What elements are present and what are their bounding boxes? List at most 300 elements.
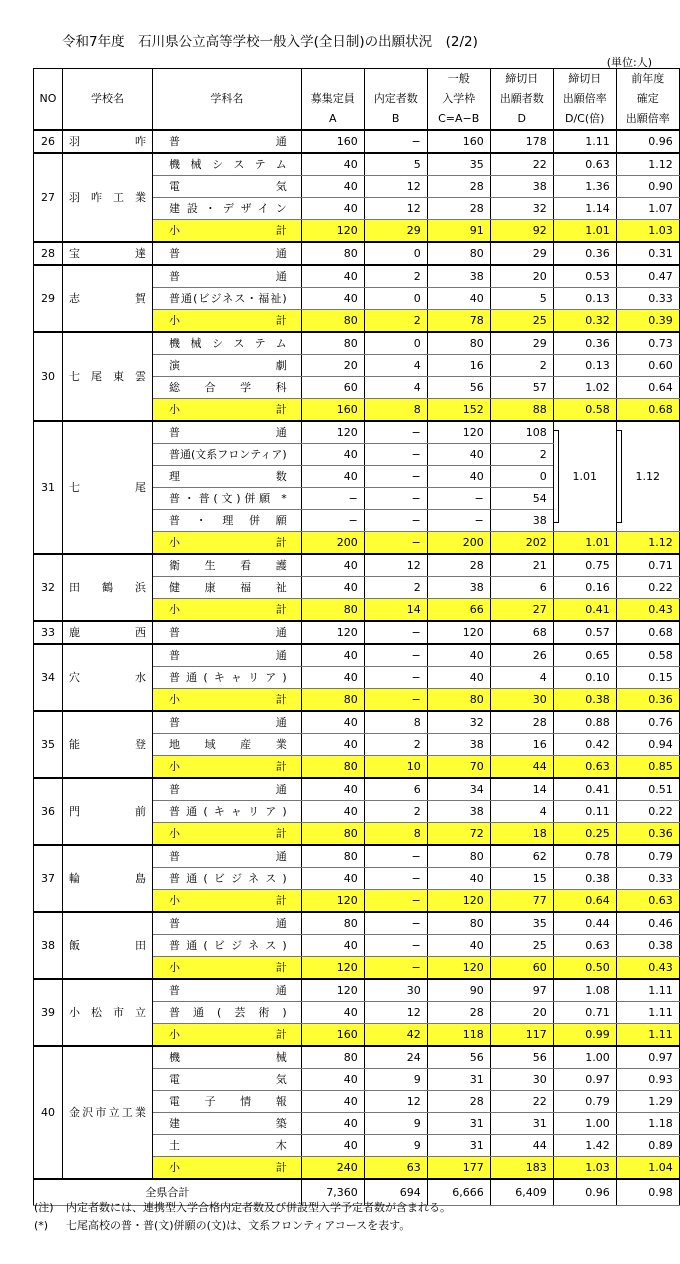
- school-group: [34, 912, 680, 979]
- ratio: 1.36: [553, 176, 616, 198]
- header-dept: 学科名: [153, 69, 302, 131]
- table-row: [34, 644, 680, 667]
- ratio: 0.64: [553, 890, 616, 913]
- dept-name: 普通(文系フロンティア): [153, 444, 302, 466]
- school-group: [34, 1046, 680, 1179]
- header-admitted-label: 内定者数: [364, 89, 427, 109]
- applicants-d: 0: [490, 466, 553, 488]
- admitted-b: 2: [364, 577, 427, 599]
- admitted-b: −: [364, 444, 427, 466]
- dept-name: 小 計: [153, 689, 302, 712]
- ratio: 0.63: [553, 153, 616, 176]
- dept-name: 普 通: [153, 711, 302, 734]
- quota-a: 80: [301, 689, 364, 712]
- admitted-b: 4: [364, 355, 427, 377]
- admitted-b: 12: [364, 198, 427, 220]
- prev-ratio: 0.76: [616, 711, 679, 734]
- general-c: 31: [427, 1135, 490, 1157]
- school-no: 30: [34, 332, 63, 421]
- general-c: 80: [427, 242, 490, 265]
- school-no: 28: [34, 242, 63, 265]
- table-row: [34, 554, 680, 577]
- dept-name: 電 気: [153, 176, 302, 198]
- quota-a: 40: [301, 1091, 364, 1113]
- prev-ratio: 0.68: [616, 399, 679, 422]
- quota-a: 40: [301, 265, 364, 288]
- admitted-b: 0: [364, 332, 427, 355]
- dept-name: 小 計: [153, 220, 302, 243]
- applicants-d: 4: [490, 667, 553, 689]
- prev-ratio: 0.96: [616, 130, 679, 153]
- general-c: 31: [427, 1069, 490, 1091]
- applicants-d: 108: [490, 421, 553, 444]
- dept-name: 普通(キャリア): [153, 667, 302, 689]
- school-name: 宝 達: [63, 242, 153, 265]
- dept-name: 総合学科: [153, 377, 302, 399]
- prev-ratio: 0.60: [616, 355, 679, 377]
- dept-name: 理 数: [153, 466, 302, 488]
- admitted-b: 24: [364, 1046, 427, 1069]
- general-c: 177: [427, 1157, 490, 1180]
- table-row: [34, 621, 680, 644]
- school-name: 飯 田: [63, 912, 153, 979]
- school-no: 29: [34, 265, 63, 332]
- table-row: [34, 711, 680, 734]
- admitted-b: 10: [364, 756, 427, 779]
- admitted-b: −: [364, 868, 427, 890]
- admitted-b: −: [364, 421, 427, 444]
- applicants-d: 38: [490, 510, 553, 532]
- applicants-d: 20: [490, 1002, 553, 1024]
- school-no: 40: [34, 1046, 63, 1179]
- general-c: 80: [427, 845, 490, 868]
- ratio: 0.97: [553, 1069, 616, 1091]
- dept-name: 普 通: [153, 778, 302, 801]
- school-group: [34, 332, 680, 421]
- applicants-d: 30: [490, 1069, 553, 1091]
- ratio: 0.78: [553, 845, 616, 868]
- ratio: 1.14: [553, 198, 616, 220]
- school-name: 七 尾 東 雲: [63, 332, 153, 421]
- quota-a: 200: [301, 532, 364, 555]
- header-ratio-label: 出願倍率: [553, 89, 616, 109]
- prev-ratio-merged: [616, 421, 679, 532]
- ratio: 0.58: [553, 399, 616, 422]
- admitted-b: 29: [364, 220, 427, 243]
- quota-a: 40: [301, 868, 364, 890]
- dept-name: 建設・デザイン: [153, 198, 302, 220]
- total-c: 6,666: [427, 1179, 490, 1206]
- header-quota-label: 募集定員: [301, 89, 364, 109]
- ratio: 0.53: [553, 265, 616, 288]
- school-no: 34: [34, 644, 63, 711]
- general-c: 38: [427, 577, 490, 599]
- prev-ratio: 0.68: [616, 621, 679, 644]
- school-no: 37: [34, 845, 63, 912]
- prev-ratio: 0.97: [616, 1046, 679, 1069]
- prev-ratio: 0.36: [616, 823, 679, 846]
- quota-a: 80: [301, 332, 364, 355]
- general-c: 40: [427, 868, 490, 890]
- prev-ratio: 0.22: [616, 801, 679, 823]
- prev-ratio: 0.43: [616, 957, 679, 980]
- school-name: 田 鶴 浜: [63, 554, 153, 621]
- admitted-b: 2: [364, 734, 427, 756]
- ratio: 1.08: [553, 979, 616, 1002]
- table-row: [34, 912, 680, 935]
- header-prev-code: 出願倍率: [616, 109, 679, 130]
- prev-ratio: 1.07: [616, 198, 679, 220]
- quota-a: 160: [301, 1024, 364, 1047]
- merged-value: 1.01: [572, 469, 597, 483]
- admitted-b: 12: [364, 176, 427, 198]
- applicants-d: 2: [490, 444, 553, 466]
- applicants-d: 15: [490, 868, 553, 890]
- general-c: −: [427, 510, 490, 532]
- dept-name: 機 械: [153, 1046, 302, 1069]
- ratio: 0.41: [553, 778, 616, 801]
- prev-ratio: 0.64: [616, 377, 679, 399]
- quota-a: 40: [301, 554, 364, 577]
- dept-name: 普 通: [153, 621, 302, 644]
- applicants-d: 5: [490, 288, 553, 310]
- header-general-label: 入学枠: [427, 89, 490, 109]
- admitted-b: 2: [364, 310, 427, 333]
- dept-name: 小 計: [153, 1157, 302, 1180]
- ratio: 1.02: [553, 377, 616, 399]
- general-c: 32: [427, 711, 490, 734]
- applicants-d: 38: [490, 176, 553, 198]
- school-name: 能 登: [63, 711, 153, 778]
- dept-name: 普通(ビジネス・福祉): [153, 288, 302, 310]
- table-row: [34, 1046, 680, 1069]
- prev-ratio: 0.63: [616, 890, 679, 913]
- school-name: 羽 咋: [63, 130, 153, 153]
- quota-a: −: [301, 488, 364, 510]
- quota-a: 40: [301, 1113, 364, 1135]
- admitted-b: −: [364, 845, 427, 868]
- school-no: 35: [34, 711, 63, 778]
- quota-a: 40: [301, 935, 364, 957]
- quota-a: −: [301, 510, 364, 532]
- general-c: 72: [427, 823, 490, 846]
- general-c: 40: [427, 644, 490, 667]
- ratio: 0.71: [553, 1002, 616, 1024]
- general-c: 40: [427, 667, 490, 689]
- school-no: 27: [34, 153, 63, 242]
- quota-a: 120: [301, 220, 364, 243]
- school-name: 羽 咋 工 業: [63, 153, 153, 242]
- general-c: −: [427, 488, 490, 510]
- quota-a: 40: [301, 667, 364, 689]
- admitted-b: −: [364, 644, 427, 667]
- school-group: [34, 711, 680, 778]
- general-c: 91: [427, 220, 490, 243]
- dept-name: 小 計: [153, 957, 302, 980]
- general-c: 28: [427, 176, 490, 198]
- prev-ratio: 1.12: [616, 532, 679, 555]
- header-quota-code: A: [301, 109, 364, 130]
- dept-name: 電子情報: [153, 1091, 302, 1113]
- general-c: 200: [427, 532, 490, 555]
- admitted-b: −: [364, 510, 427, 532]
- dept-name: 普 通: [153, 265, 302, 288]
- admitted-b: 0: [364, 288, 427, 310]
- quota-a: 40: [301, 734, 364, 756]
- prev-ratio: 0.58: [616, 644, 679, 667]
- general-c: 120: [427, 421, 490, 444]
- dept-name: 普通(芸術): [153, 1002, 302, 1024]
- dept-name: 建 築: [153, 1113, 302, 1135]
- school-no: 26: [34, 130, 63, 153]
- notes: [34, 1199, 451, 1235]
- dept-name: 小 計: [153, 1024, 302, 1047]
- ratio: 0.13: [553, 355, 616, 377]
- prev-ratio: 0.33: [616, 868, 679, 890]
- school-no: 38: [34, 912, 63, 979]
- admitted-b: −: [364, 890, 427, 913]
- dept-name: 普通(ビジネス): [153, 868, 302, 890]
- dept-name: 普・普(文)併願 *: [153, 488, 302, 510]
- ratio: 1.00: [553, 1113, 616, 1135]
- general-c: 34: [427, 778, 490, 801]
- ratio: 1.42: [553, 1135, 616, 1157]
- general-c: 28: [427, 198, 490, 220]
- school-group: [34, 778, 680, 845]
- applicants-d: 202: [490, 532, 553, 555]
- ratio: 0.36: [553, 242, 616, 265]
- general-c: 40: [427, 444, 490, 466]
- applicants-d: 21: [490, 554, 553, 577]
- prev-ratio: 0.46: [616, 912, 679, 935]
- general-c: 56: [427, 1046, 490, 1069]
- applicants-d: 54: [490, 488, 553, 510]
- table-row: [34, 778, 680, 801]
- total-r: 0.96: [553, 1179, 616, 1206]
- school-name: 金沢市立工業: [63, 1046, 153, 1179]
- note-line: [34, 1217, 451, 1235]
- applicants-d: 14: [490, 778, 553, 801]
- prev-ratio: 0.31: [616, 242, 679, 265]
- school-group: [34, 421, 680, 554]
- admitted-b: 12: [364, 1091, 427, 1113]
- quota-a: 40: [301, 778, 364, 801]
- school-group: [34, 130, 680, 153]
- admitted-b: 2: [364, 801, 427, 823]
- table-header: [34, 69, 680, 131]
- table-row: [34, 332, 680, 355]
- table-row: [34, 242, 680, 265]
- school-name: 穴 水: [63, 644, 153, 711]
- ratio: 0.99: [553, 1024, 616, 1047]
- quota-a: 80: [301, 823, 364, 846]
- note-text: 七尾高校の普・普(文)併願の(文)は、文系フロンティアコースを表す。: [66, 1219, 411, 1232]
- general-c: 28: [427, 1002, 490, 1024]
- admitted-b: 8: [364, 823, 427, 846]
- ratio: 0.11: [553, 801, 616, 823]
- quota-a: 80: [301, 242, 364, 265]
- dept-name: 小 計: [153, 756, 302, 779]
- school-name: 輪 島: [63, 845, 153, 912]
- applicants-d: 97: [490, 979, 553, 1002]
- ratio: 1.11: [553, 130, 616, 153]
- general-c: 35: [427, 153, 490, 176]
- admitted-b: 0: [364, 242, 427, 265]
- school-no: 39: [34, 979, 63, 1046]
- prev-ratio: 0.79: [616, 845, 679, 868]
- applicants-d: 57: [490, 377, 553, 399]
- applicants-d: 88: [490, 399, 553, 422]
- quota-a: 120: [301, 621, 364, 644]
- quota-a: 80: [301, 310, 364, 333]
- table-row: [34, 153, 680, 176]
- dept-name: 普通(キャリア): [153, 801, 302, 823]
- applicants-d: 183: [490, 1157, 553, 1180]
- applicants-d: 31: [490, 1113, 553, 1135]
- general-c: 16: [427, 355, 490, 377]
- school-group: [34, 554, 680, 621]
- ratio: 0.63: [553, 935, 616, 957]
- prev-ratio: 0.33: [616, 288, 679, 310]
- general-c: 31: [427, 1113, 490, 1135]
- dept-name: 機械システム: [153, 153, 302, 176]
- admitted-b: 9: [364, 1113, 427, 1135]
- applicants-d: 25: [490, 310, 553, 333]
- header-admitted-code: B: [364, 109, 427, 130]
- school-name: 七 尾: [63, 421, 153, 554]
- prev-ratio: 0.94: [616, 734, 679, 756]
- quota-a: 80: [301, 1046, 364, 1069]
- note-line: [34, 1199, 451, 1217]
- admitted-b: −: [364, 957, 427, 980]
- applicants-d: 60: [490, 957, 553, 980]
- dept-name: 衛生看護: [153, 554, 302, 577]
- quota-a: 120: [301, 957, 364, 980]
- applicants-d: 35: [490, 912, 553, 935]
- admitted-b: −: [364, 466, 427, 488]
- general-c: 70: [427, 756, 490, 779]
- applicants-d: 68: [490, 621, 553, 644]
- dept-name: 小 計: [153, 310, 302, 333]
- prev-ratio: 0.22: [616, 577, 679, 599]
- table-row: [34, 130, 680, 153]
- bracket-line: [553, 430, 559, 523]
- dept-name: 演 劇: [153, 355, 302, 377]
- ratio: 0.57: [553, 621, 616, 644]
- school-group: [34, 153, 680, 242]
- total-d: 6,409: [490, 1179, 553, 1206]
- dept-name: 土 木: [153, 1135, 302, 1157]
- quota-a: 40: [301, 644, 364, 667]
- admitted-b: 12: [364, 1002, 427, 1024]
- header-ratio-code: D/C(倍): [553, 109, 616, 130]
- school-no: 31: [34, 421, 63, 554]
- general-c: 28: [427, 1091, 490, 1113]
- unit-label: (単位:人): [606, 56, 652, 69]
- applicants-d: 29: [490, 242, 553, 265]
- dept-name: 普 通: [153, 130, 302, 153]
- school-group: [34, 979, 680, 1046]
- header-no: NO: [34, 69, 63, 131]
- header-prev: 前年度: [616, 69, 679, 90]
- admitted-b: 30: [364, 979, 427, 1002]
- admitted-b: 12: [364, 554, 427, 577]
- header-prev-label: 確定: [616, 89, 679, 109]
- applicants-d: 16: [490, 734, 553, 756]
- general-c: 120: [427, 890, 490, 913]
- general-c: 80: [427, 332, 490, 355]
- general-c: 38: [427, 265, 490, 288]
- prev-ratio: 1.11: [616, 979, 679, 1002]
- table-row: [34, 979, 680, 1002]
- applicants-d: 29: [490, 332, 553, 355]
- table-row: [34, 265, 680, 288]
- ratio: 0.38: [553, 868, 616, 890]
- dept-name: 小 計: [153, 599, 302, 622]
- prev-ratio: 1.11: [616, 1002, 679, 1024]
- quota-a: 40: [301, 444, 364, 466]
- prev-ratio: 0.73: [616, 332, 679, 355]
- total-label: 全県合計: [34, 1179, 302, 1206]
- quota-a: 40: [301, 176, 364, 198]
- quota-a: 160: [301, 399, 364, 422]
- general-c: 90: [427, 979, 490, 1002]
- dept-name: 普 通: [153, 979, 302, 1002]
- quota-a: 20: [301, 355, 364, 377]
- general-c: 56: [427, 377, 490, 399]
- admitted-b: −: [364, 532, 427, 555]
- applicants-d: 178: [490, 130, 553, 153]
- ratio: 0.79: [553, 1091, 616, 1113]
- school-group: [34, 621, 680, 644]
- school-group: [34, 845, 680, 912]
- quota-a: 160: [301, 130, 364, 153]
- ratio: 0.75: [553, 554, 616, 577]
- prev-ratio: 1.18: [616, 1113, 679, 1135]
- general-c: 28: [427, 554, 490, 577]
- total-p: 0.98: [616, 1179, 679, 1206]
- prev-ratio: 0.15: [616, 667, 679, 689]
- quota-a: 40: [301, 1135, 364, 1157]
- ratio: 0.41: [553, 599, 616, 622]
- dept-name: 健康福祉: [153, 577, 302, 599]
- prev-ratio: 0.38: [616, 935, 679, 957]
- applicants-d: 28: [490, 711, 553, 734]
- quota-a: 40: [301, 577, 364, 599]
- page-title: 令和7年度 石川県公立高等学校一般入学(全日制)の出願状況 (2/2): [62, 34, 478, 50]
- quota-a: 120: [301, 979, 364, 1002]
- header-general-code: C=A−B: [427, 109, 490, 130]
- applicants-d: 25: [490, 935, 553, 957]
- header-ratio: 締切日: [553, 69, 616, 90]
- applicants-d: 32: [490, 198, 553, 220]
- general-c: 80: [427, 912, 490, 935]
- prev-ratio: 1.04: [616, 1157, 679, 1180]
- admitted-b: 6: [364, 778, 427, 801]
- general-c: 118: [427, 1024, 490, 1047]
- header-quota: [301, 69, 364, 90]
- school-group: [34, 644, 680, 711]
- quota-a: 120: [301, 890, 364, 913]
- general-c: 40: [427, 466, 490, 488]
- dept-name: 小 計: [153, 890, 302, 913]
- prev-ratio: 0.90: [616, 176, 679, 198]
- ratio: 0.63: [553, 756, 616, 779]
- dept-name: 小 計: [153, 532, 302, 555]
- general-c: 120: [427, 957, 490, 980]
- school-group: [34, 265, 680, 332]
- dept-name: 普 通: [153, 242, 302, 265]
